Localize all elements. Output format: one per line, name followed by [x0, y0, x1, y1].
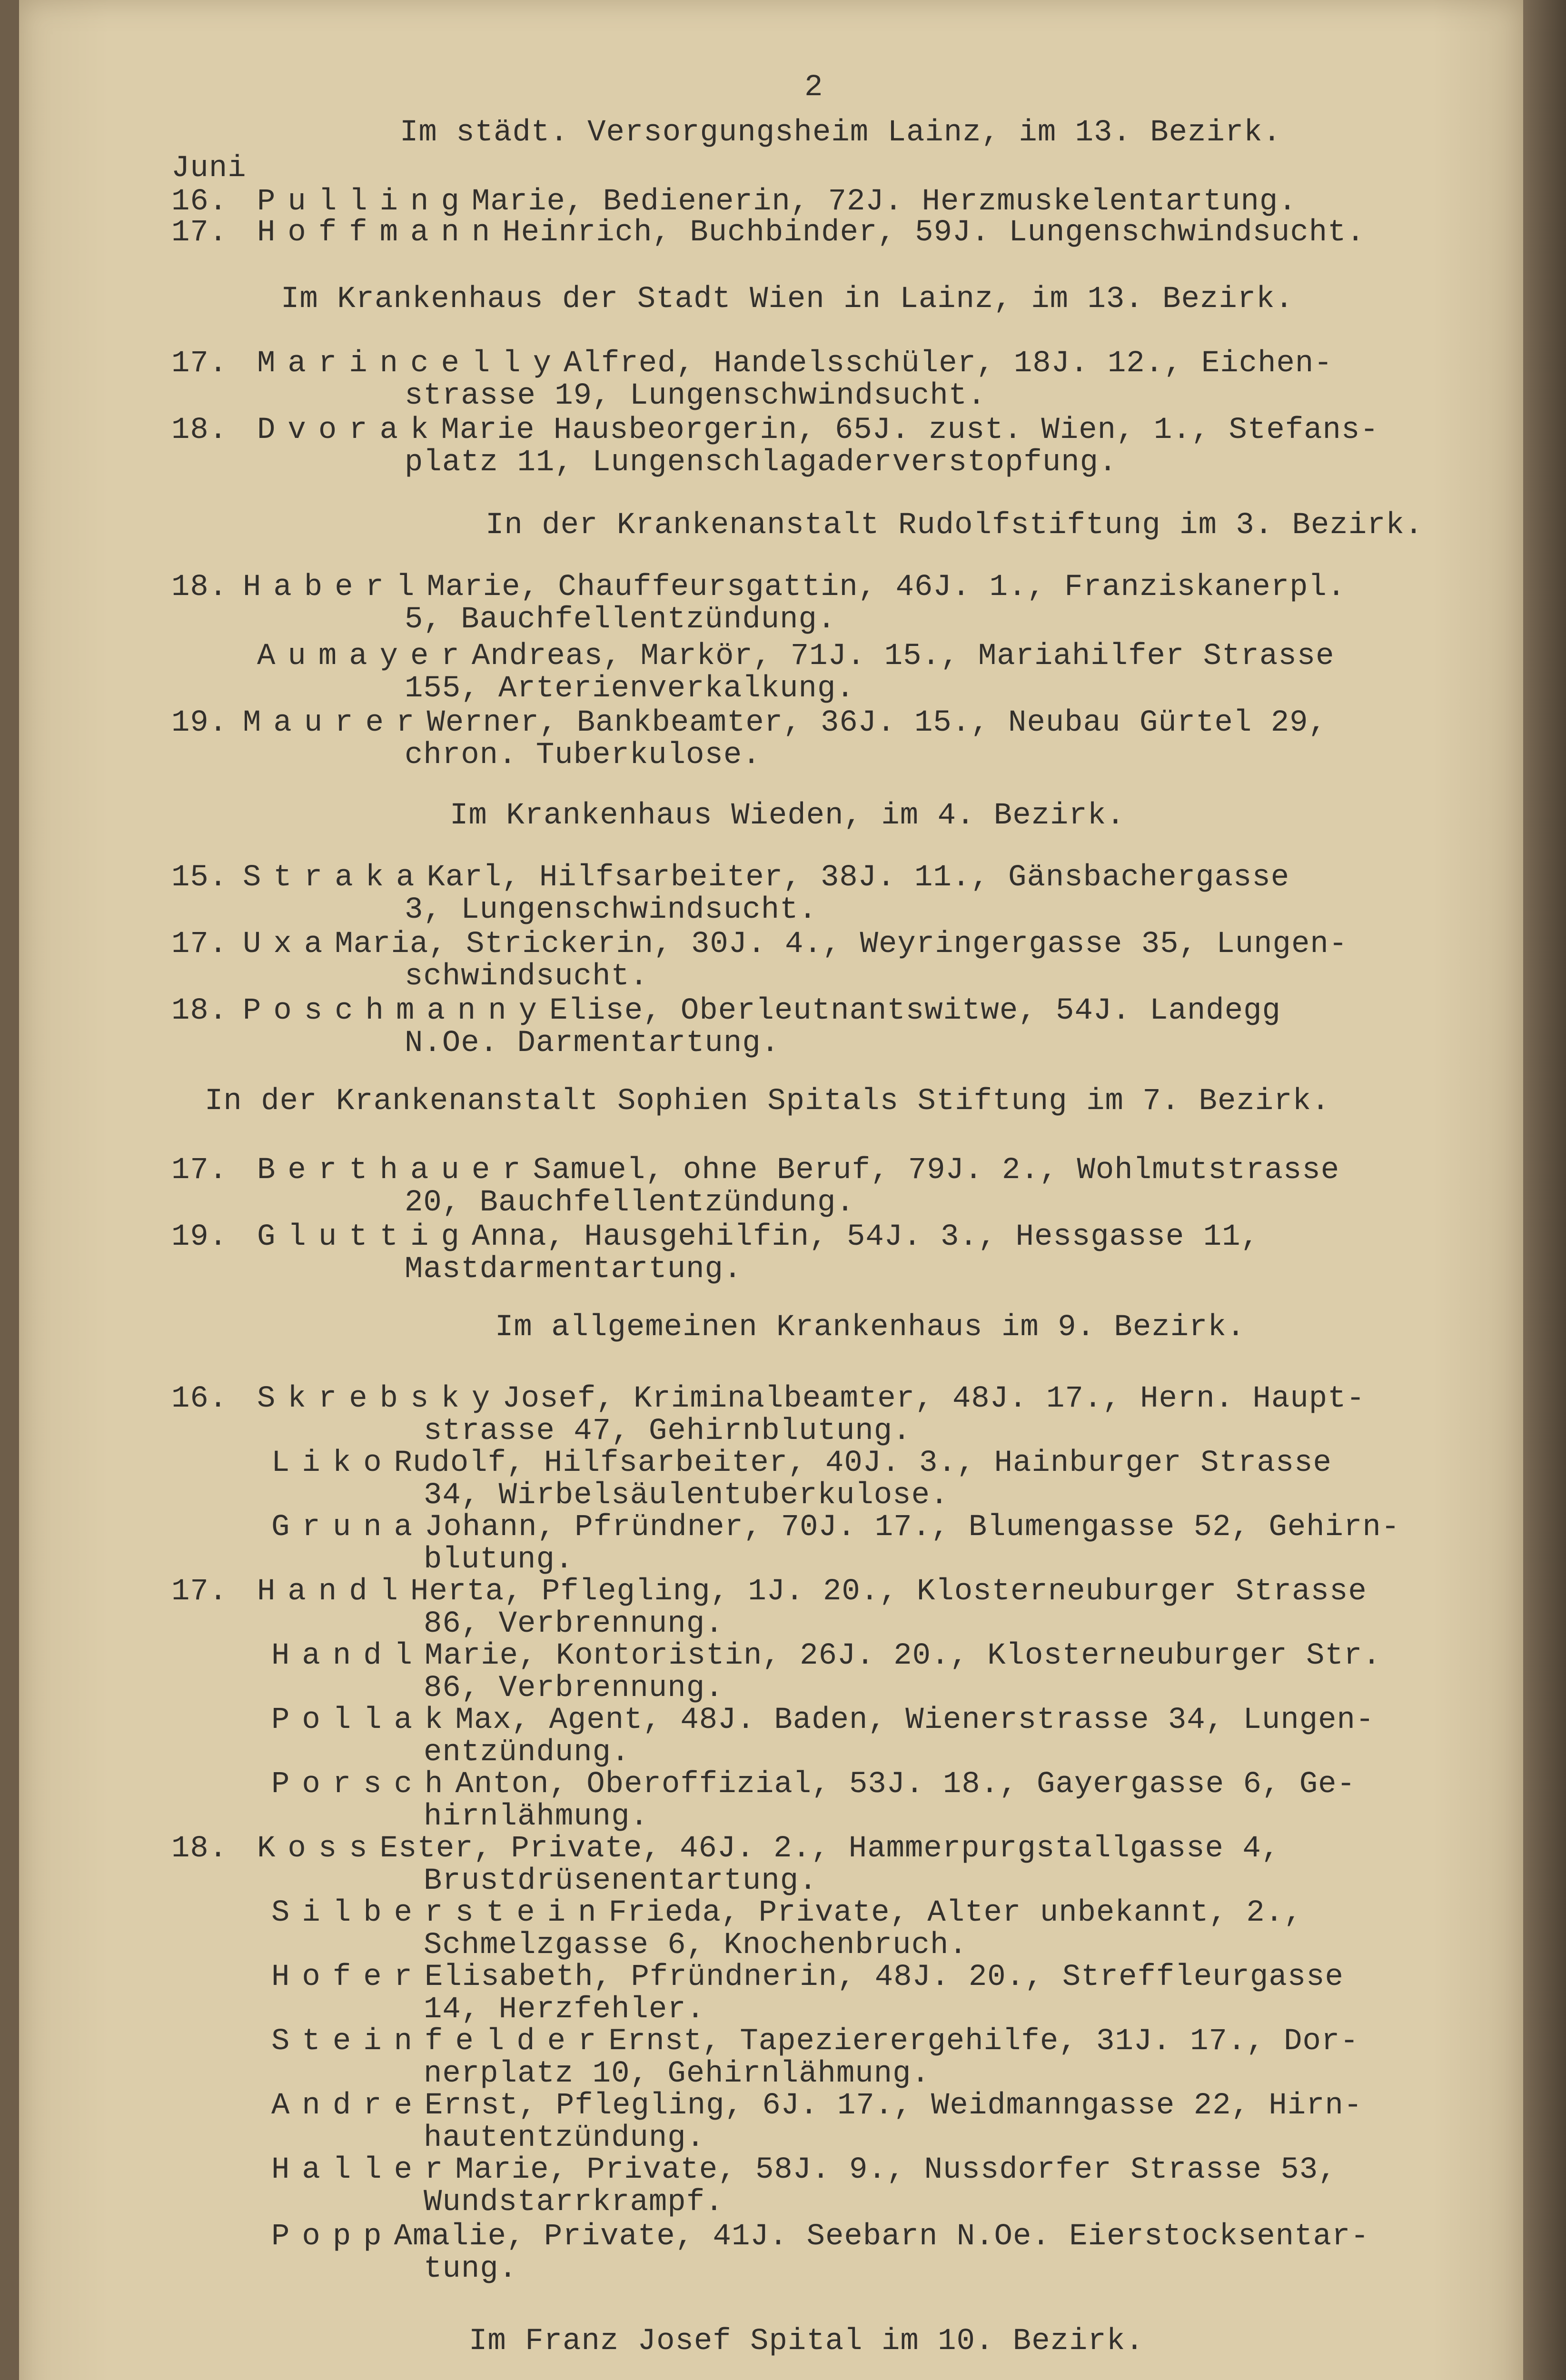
entry-day: 19.: [171, 1220, 228, 1254]
section-heading: Im Krankenhaus Wieden, im 4. Bezirk.: [450, 799, 1125, 833]
entry: [171, 1383, 1499, 1448]
entry-day: 16.: [171, 185, 228, 219]
entry: [171, 928, 1499, 993]
entry-text: Marie, Kontoristin, 26J. 20., Klosterneuburger Str.: [425, 1639, 1381, 1673]
entry-text: Andreas, Markör, 71J. 15., Mariahilfer Strasse: [471, 639, 1335, 674]
entry-text-cont: 5, Bauchfellentzündung.: [405, 603, 836, 637]
entry-surname: Handl: [257, 1575, 411, 1609]
entry-text: Werner, Bankbeamter, 36J. 15., Neubau Gürtel 29,: [426, 706, 1327, 740]
entry-surname: Handl: [271, 1639, 425, 1673]
entry-text: Marie, Private, 58J. 9., Nussdorfer Strasse 53,: [455, 2153, 1337, 2187]
entry-surname: Koss: [257, 1832, 380, 1866]
entry: [171, 2090, 1499, 2154]
entry-surname: Aumayer: [257, 639, 472, 674]
entry: [171, 1704, 1499, 1769]
entry-text-cont: Brustdrüsenentartung.: [424, 1864, 818, 1898]
entry-text-cont: blutung.: [424, 1543, 574, 1577]
entry-text: Elisabeth, Pfründnerin, 48J. 20., Streffleurgasse: [425, 1960, 1344, 1994]
entry: [171, 2221, 1499, 2285]
entry: [171, 862, 1499, 926]
entry-day: 19.: [171, 706, 228, 740]
entry-surname: Steinfelder: [271, 2024, 609, 2059]
entry-surname: Porsch: [271, 1767, 456, 1802]
entry-day: 17.: [171, 927, 228, 962]
entry-text: Rudolf, Hilfsarbeiter, 40J. 3., Hainburger Strasse: [394, 1446, 1332, 1480]
entry-surname: Gruna: [271, 1510, 425, 1545]
entry-surname: Hofer: [271, 1960, 425, 1994]
entry-text-cont: platz 11, Lungenschlagaderverstopfung.: [405, 446, 1118, 480]
entry-text-cont: 86, Verbrennung.: [424, 1607, 724, 1641]
entry-text: Amalie, Private, 41J. Seebarn N.Oe. Eierstocksentar-: [394, 2220, 1369, 2254]
entry: [171, 1961, 1499, 2026]
section-heading: Im städt. Versorgungsheim Lainz, im 13. Bezirk.: [400, 116, 1282, 150]
entry-surname: Haberl: [243, 570, 427, 605]
entry-text: Karl, Hilfsarbeiter, 38J. 11., Gänsbachergasse: [426, 861, 1290, 895]
entry: [171, 1768, 1499, 1833]
entry-surname: Maurer: [243, 706, 427, 740]
entry-text: Ernst, Pflegling, 6J. 17., Weidmanngasse 22, Hirn-: [425, 2089, 1363, 2123]
entry-text: Anton, Oberoffizial, 53J. 18., Gayergasse 6, Ge-: [455, 1767, 1356, 1802]
entry-text-cont: hirnlähmung.: [424, 1800, 649, 1834]
entry-text-cont: Wundstarrkrampf.: [424, 2185, 724, 2220]
page-number: 2: [804, 70, 823, 105]
entry: [171, 347, 1499, 412]
entry-text-cont: nerplatz 10, Gehirnlähmung.: [424, 2057, 930, 2091]
section-heading: In der Krankenanstalt Rudolfstiftung im 3. Bezirk.: [486, 508, 1424, 543]
entry-text-cont: entzündung.: [424, 1735, 630, 1770]
entry-text: Frieda, Private, Alter unbekannt, 2.,: [608, 1896, 1303, 1930]
entry: [171, 1511, 1499, 1576]
entry-text-cont: 20, Bauchfellentzündung.: [405, 1186, 855, 1220]
entry-day: 18.: [171, 413, 228, 447]
entry-text: Ernst, Tapezierergehilfe, 31J. 17., Dor-: [608, 2024, 1359, 2059]
entry-text-cont: 3, Lungenschwindsucht.: [405, 893, 817, 927]
entry: [171, 1576, 1499, 1640]
entry-day: 16.: [171, 1382, 228, 1416]
entry-text-cont: Mastdarmentartung.: [405, 1252, 743, 1287]
entry-day: 17.: [171, 1153, 228, 1188]
entry: [171, 414, 1499, 479]
entry-day: 18.: [171, 1832, 228, 1866]
entry-surname: Dvorak: [257, 413, 441, 447]
entry-text: Alfred, Handelsschüler, 18J. 12., Eichen-: [564, 347, 1333, 381]
entry-text: Anna, Hausgehilfin, 54J. 3., Hessgasse 11,: [471, 1220, 1259, 1254]
entry-day: 15.: [171, 861, 228, 895]
entry-text-cont: schwindsucht.: [405, 960, 649, 994]
entry-text-cont: N.Oe. Darmentartung.: [405, 1026, 780, 1061]
entry: [171, 1833, 1499, 1897]
entry: [171, 1154, 1499, 1219]
entry-text: Marie, Chauffeursgattin, 46J. 1., Franziskanerpl.: [426, 570, 1346, 605]
entry: [171, 640, 1499, 705]
entry: [171, 707, 1499, 772]
entry-text-cont: tung.: [424, 2252, 518, 2286]
entry-text-cont: 34, Wirbelsäulentuberkulose.: [424, 1478, 949, 1513]
entry-surname: Uxa: [243, 927, 335, 962]
entry-day: 18.: [171, 994, 228, 1028]
entry-surname: Pulling: [257, 185, 472, 219]
entry-text: Maria, Strickerin, 30J. 4., Weyringergasse 35, Lungen-: [335, 927, 1348, 962]
entry: [171, 2025, 1499, 2090]
entry-surname: Andre: [271, 2089, 425, 2123]
entry-surname: Haller: [271, 2153, 456, 2187]
entry-text: Ester, Private, 46J. 2., Hammerpurgstallgasse 4,: [379, 1832, 1280, 1866]
entry-surname: Berthauer: [257, 1153, 533, 1188]
entry-text: Max, Agent, 48J. Baden, Wienerstrasse 34, Lungen-: [455, 1703, 1375, 1737]
entry: [171, 2154, 1499, 2219]
entry-text-cont: strasse 47, Gehirnblutung.: [424, 1414, 912, 1448]
entry-text: Johann, Pfründner, 70J. 17., Blumengasse 52, Gehirn-: [425, 1510, 1400, 1545]
entry: [171, 1447, 1499, 1512]
section-heading: In der Krankenanstalt Sophien Spitals Stiftung im 7. Bezirk.: [205, 1084, 1330, 1119]
section-heading: Im Franz Josef Spital im 10. Bezirk.: [469, 2324, 1144, 2359]
entry-surname: Poschmanny: [243, 994, 550, 1028]
entry-surname: Skrebsky: [257, 1382, 503, 1416]
entry-text: Elise, Oberleutnantswitwe, 54J. Landegg: [549, 994, 1281, 1028]
entry-text-cont: chron. Tuberkulose.: [405, 738, 761, 773]
entry-text-cont: 14, Herzfehler.: [424, 1993, 705, 2027]
entry-day: 17.: [171, 347, 228, 381]
entry: [171, 217, 1499, 249]
section-heading: Im Krankenhaus der Stadt Wien in Lainz, im 13. Bezirk.: [281, 282, 1294, 317]
entry: [171, 1897, 1499, 1962]
entry-surname: Pollak: [271, 1703, 456, 1737]
entry-text: Heinrich, Buchbinder, 59J. Lungenschwindsucht.: [502, 216, 1365, 250]
section-heading: Im allgemeinen Krankenhaus im 9. Bezirk.: [495, 1310, 1246, 1345]
entry-surname: Straka: [243, 861, 427, 895]
entry-text-cont: 155, Arterienverkalkung.: [405, 672, 855, 706]
entry-text-cont: Schmelzgasse 6, Knochenbruch.: [424, 1928, 968, 1963]
entry: [171, 1640, 1499, 1705]
entry: [171, 571, 1499, 636]
entry-surname: Liko: [271, 1446, 394, 1480]
entry: [171, 1221, 1499, 1286]
entry-surname: Gluttig: [257, 1220, 472, 1254]
entry-text: Marie, Bedienerin, 72J. Herzmuskelentartung.: [471, 185, 1297, 219]
entry-text-cont: 86, Verbrennung.: [424, 1671, 724, 1706]
entry-surname: Popp: [271, 2220, 394, 2254]
month-label: Juni: [171, 151, 247, 186]
entry-text-cont: strasse 19, Lungenschwindsucht.: [405, 379, 986, 413]
entry-day: 17.: [171, 216, 228, 250]
entry: [171, 995, 1499, 1060]
entry-text: Herta, Pflegling, 1J. 20., Klosterneuburger Strasse: [410, 1575, 1367, 1609]
entry-surname: Silberstein: [271, 1896, 609, 1930]
entry-surname: Hoffmann: [257, 216, 503, 250]
entry-text-cont: hautentzündung.: [424, 2121, 705, 2155]
entry-text: Josef, Kriminalbeamter, 48J. 17., Hern. Haupt-: [502, 1382, 1365, 1416]
entry-day: 17.: [171, 1575, 228, 1609]
entry-surname: Marincelly: [257, 347, 564, 381]
entry-day: 18.: [171, 570, 228, 605]
entry-text: Marie Hausbeorgerin, 65J. zust. Wien, 1., Stefans-: [441, 413, 1379, 447]
entry-text: Samuel, ohne Beruf, 79J. 2., Wohlmutstrasse: [533, 1153, 1340, 1188]
entry: [171, 186, 1499, 218]
